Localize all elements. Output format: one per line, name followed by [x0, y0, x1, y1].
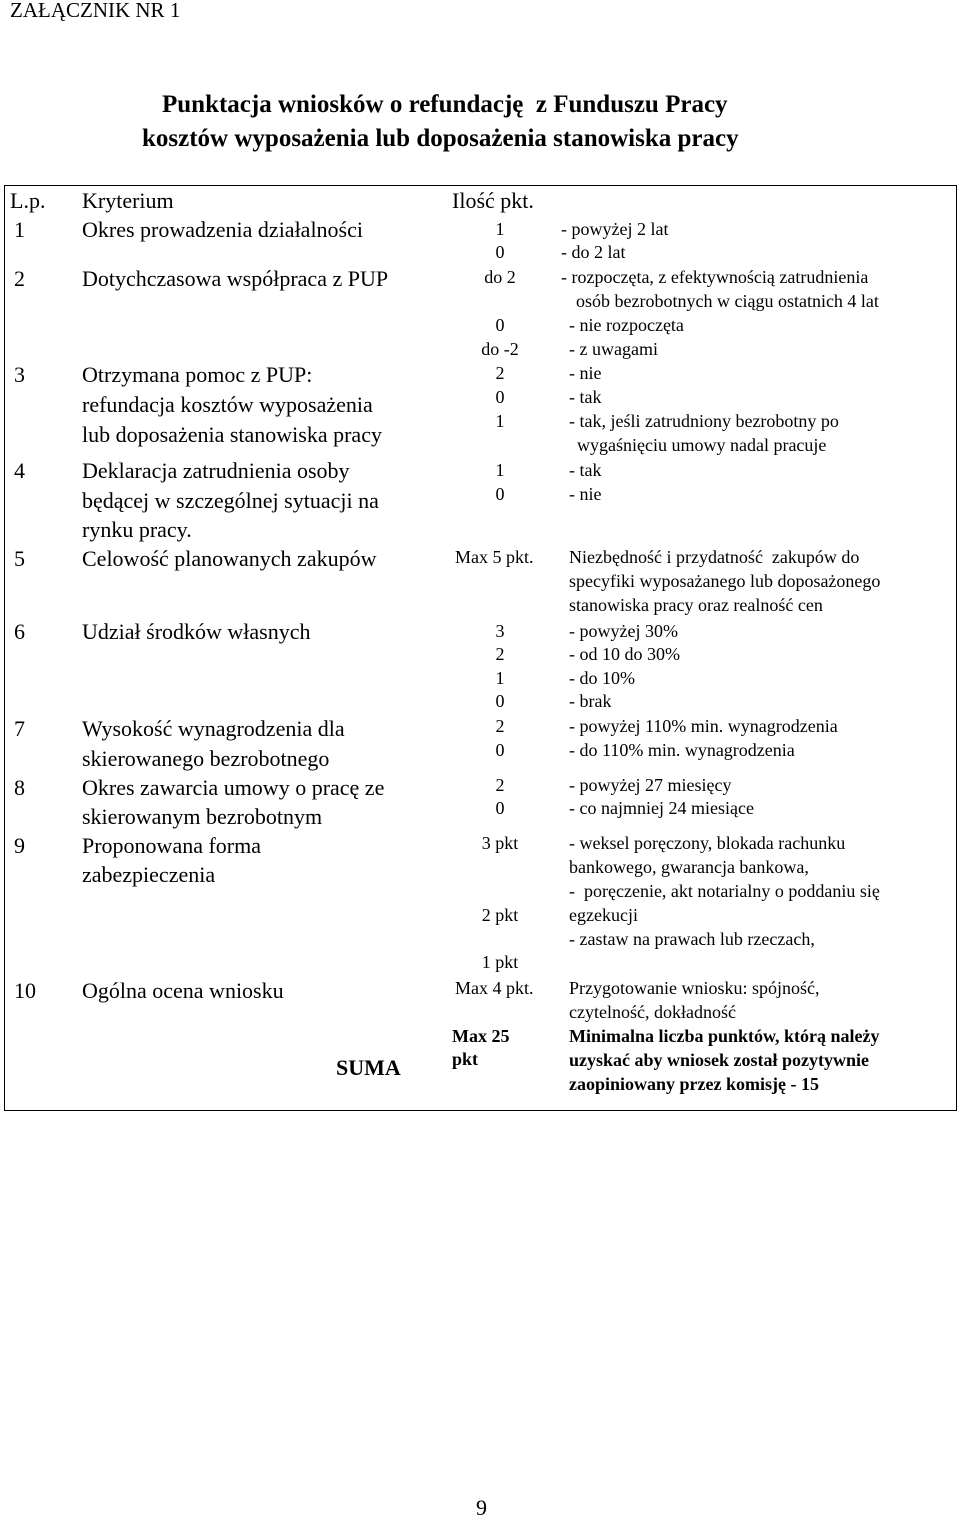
row-6-criterion: Udział środków własnych	[82, 619, 311, 644]
row-6-number: 6	[14, 619, 25, 644]
row-5-criterion: Celowość planowanych zakupów	[82, 546, 377, 571]
table-right-border	[956, 185, 957, 1111]
row-7-points: 2	[495, 716, 505, 736]
row-3-description: - nie	[569, 363, 602, 383]
row-2-criterion: Dotychczasowa współpraca z PUP	[82, 266, 389, 291]
row-10-description: Przygotowanie wniosku: spójność,	[569, 978, 820, 998]
row-2-description: - nie rozpoczęta	[569, 315, 684, 335]
row-2-points: do 2	[484, 267, 516, 287]
row-5-points: Max 5 pkt.	[455, 547, 534, 567]
row-4-number: 4	[14, 458, 25, 483]
row-2-description: osób bezrobotnych w ciągu ostatnich 4 lat	[576, 291, 879, 311]
row-6-points: 3	[495, 621, 505, 641]
row-1-number: 1	[14, 217, 25, 242]
row-10-criterion: Ogólna ocena wniosku	[82, 978, 284, 1003]
table-left-border	[4, 185, 5, 1111]
summary-description: Minimalna liczba punktów, którą należy	[569, 1026, 880, 1046]
table-bottom-border	[4, 1110, 957, 1111]
row-10-points: Max 4 pkt.	[455, 978, 534, 998]
row-2-number: 2	[14, 266, 25, 291]
row-8-description: - co najmniej 24 miesiące	[569, 798, 754, 818]
row-7-criterion: skierowanego bezrobotnego	[82, 746, 330, 771]
row-3-criterion: Otrzymana pomoc z PUP:	[82, 362, 313, 387]
row-9-points: 2 pkt	[481, 905, 519, 925]
row-9-description: egzekucji	[569, 905, 638, 925]
summary-label: SUMA	[336, 1055, 401, 1080]
row-5-description: specyfiki wyposażanego lub doposażonego	[569, 571, 881, 591]
row-3-number: 3	[14, 362, 25, 387]
row-4-points: 1	[495, 460, 505, 480]
row-6-description: - do 10%	[569, 668, 635, 688]
summary-points: Max 25	[452, 1026, 510, 1046]
row-4-criterion: będącej w szczególnej sytuacji na	[82, 488, 379, 513]
row-1-points: 1	[495, 219, 505, 239]
row-4-criterion: Deklaracja zatrudnienia osoby	[82, 458, 350, 483]
row-8-description: - powyżej 27 miesięcy	[569, 775, 732, 795]
row-7-number: 7	[14, 716, 25, 741]
row-3-description: - tak	[569, 387, 602, 407]
row-5-description: Niezbędność i przydatność zakupów do	[569, 547, 860, 567]
row-1-description: - do 2 lat	[561, 242, 626, 262]
row-4-description: - nie	[569, 484, 602, 504]
row-9-criterion: Proponowana forma	[82, 833, 262, 858]
row-3-points: 1	[495, 411, 505, 431]
row-1-description: - powyżej 2 lat	[561, 219, 669, 239]
row-9-description: bankowego, gwarancja bankowa,	[569, 857, 809, 877]
row-6-points: 1	[495, 668, 505, 688]
row-2-points: do -2	[481, 339, 519, 359]
row-8-points: 0	[495, 798, 505, 818]
table-top-border	[4, 185, 957, 186]
row-3-points: 2	[495, 363, 505, 383]
row-3-description: - tak, jeśli zatrudniony bezrobotny po	[569, 411, 839, 431]
header-lp: L.p.	[10, 188, 46, 213]
annex-label: ZAŁĄCZNIK NR 1	[10, 0, 181, 22]
row-2-points: 0	[495, 315, 505, 335]
row-7-criterion: Wysokość wynagrodzenia dla	[82, 716, 345, 741]
row-3-criterion: refundacja kosztów wyposażenia	[82, 392, 373, 417]
header-criterion: Kryterium	[82, 188, 174, 213]
header-points: Ilość pkt.	[452, 188, 534, 213]
row-7-description: - powyżej 110% min. wynagrodzenia	[569, 716, 838, 736]
summary-description: zaopiniowany przez komisję - 15	[569, 1074, 819, 1094]
row-9-criterion: zabezpieczenia	[82, 862, 216, 887]
summary-description: uzyskać aby wniosek został pozytywnie	[569, 1050, 870, 1070]
row-1-points: 0	[495, 242, 505, 262]
row-4-points: 0	[495, 484, 505, 504]
row-8-number: 8	[14, 775, 25, 800]
row-8-criterion: skierowanym bezrobotnym	[82, 804, 323, 829]
row-6-description: - powyżej 30%	[569, 621, 678, 641]
row-8-criterion: Okres zawarcia umowy o pracę ze	[82, 775, 385, 800]
row-4-criterion: rynku pracy.	[82, 517, 192, 542]
title-line-1: Punktacja wniosków o refundację z Funduszu Pracy	[162, 91, 728, 118]
row-3-points: 0	[495, 387, 505, 407]
row-1-criterion: Okres prowadzenia działalności	[82, 217, 363, 242]
row-3-description: wygaśnięciu umowy nadal pracuje	[577, 435, 827, 455]
title-line-2: kosztów wyposażenia lub doposażenia stanowiska pracy	[142, 125, 739, 152]
row-6-description: - od 10 do 30%	[569, 644, 680, 664]
row-9-description: - zastaw na prawach lub rzeczach,	[569, 929, 815, 949]
summary-points: pkt	[452, 1049, 479, 1069]
row-9-points: 1 pkt	[481, 952, 519, 972]
row-5-number: 5	[14, 546, 25, 571]
row-10-description: czytelność, dokładność	[569, 1002, 736, 1022]
row-5-description: stanowiska pracy oraz realność cen	[569, 595, 823, 615]
row-7-points: 0	[495, 740, 505, 760]
row-2-description: - z uwagami	[569, 339, 658, 359]
row-4-description: - tak	[569, 460, 602, 480]
row-6-points: 0	[495, 691, 505, 711]
row-8-points: 2	[495, 775, 505, 795]
row-6-points: 2	[495, 644, 505, 664]
row-7-description: - do 110% min. wynagrodzenia	[569, 740, 795, 760]
row-6-description: - brak	[569, 691, 612, 711]
row-10-number: 10	[14, 978, 36, 1003]
row-3-criterion: lub doposażenia stanowiska pracy	[82, 422, 382, 447]
row-9-number: 9	[14, 833, 25, 858]
row-2-description: - rozpoczęta, z efektywnością zatrudnienia	[561, 267, 869, 287]
row-9-description: - poręczenie, akt notarialny o poddaniu się	[569, 881, 880, 901]
row-9-description: - weksel poręczony, blokada rachunku	[569, 833, 846, 853]
page-number: 9	[476, 1495, 487, 1520]
row-9-points: 3 pkt	[481, 833, 519, 853]
